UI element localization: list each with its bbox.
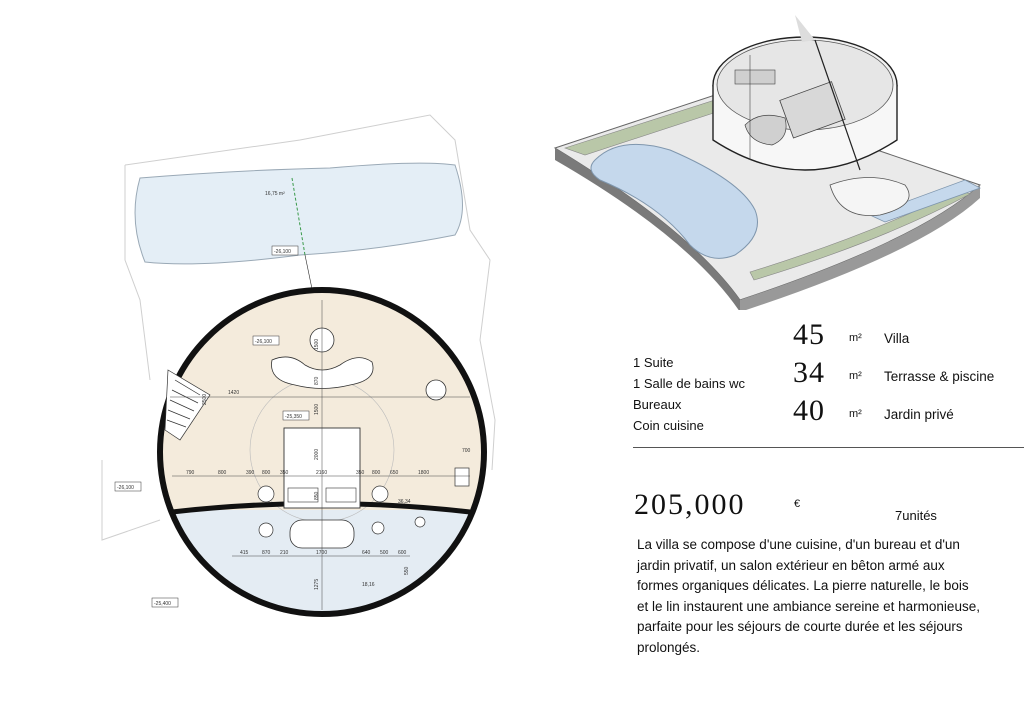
dim-low-5: 640 <box>362 550 371 556</box>
dim-mid-10: 1800 <box>418 470 430 476</box>
dim-mid-6: 2160 <box>316 470 328 476</box>
level-upper: -26,100 <box>255 339 272 345</box>
dim-side-2: 700 <box>462 448 471 454</box>
dim-mid-3: 390 <box>246 470 255 476</box>
area-upper: 36,34 <box>398 499 411 505</box>
level-left: -26,100 <box>117 485 134 491</box>
dim-mid-4: 800 <box>262 470 271 476</box>
area-label: Villa <box>884 331 910 346</box>
dim-vertical-4: 2000 <box>314 448 320 460</box>
dims-low-row <box>240 550 407 556</box>
feature-item: 1 Suite <box>633 355 674 370</box>
dim-vertical-5: 850 <box>314 491 320 500</box>
area-value: 45 <box>793 318 825 351</box>
area-unit: m² <box>849 408 862 420</box>
dim-low-4: 1700 <box>316 550 328 556</box>
pool <box>135 163 462 264</box>
level-suite: -25,350 <box>285 414 302 420</box>
dim-low-6: 500 <box>380 550 389 556</box>
isometric-render <box>540 10 1020 310</box>
area-value: 34 <box>793 356 825 389</box>
feature-item: Coin cuisine <box>633 418 704 433</box>
dim-low-7: 600 <box>398 550 407 556</box>
currency-symbol: € <box>794 498 801 510</box>
dim-mid-1: 790 <box>186 470 195 476</box>
dim-vertical-3: 1500 <box>314 403 320 415</box>
pool-area-label: 16,75 m² <box>265 191 285 197</box>
dim-top-1: 1420 <box>228 390 240 396</box>
area-lower: 18,16 <box>362 582 375 588</box>
dim-mid-5: 350 <box>280 470 289 476</box>
dim-mid-2: 800 <box>218 470 227 476</box>
feature-item: 1 Salle de bains wc <box>633 376 746 391</box>
description: La villa se compose d'une cuisine, d'un bureau et d'un jardin privatif, un salon extérieur en bêton armé aux formes organiques délicates. La pierre naturelle, le bois et le lin instaurent une ambiance sereine et harmonieuse, parfaite pour les séjours de courte durée et les séjours prolongés. <box>637 537 980 655</box>
units-count: 7unités <box>895 508 937 523</box>
dim-mid-9: 650 <box>390 470 399 476</box>
section-divider <box>633 447 1024 448</box>
dim-side-3: 550 <box>404 566 410 575</box>
dim-low-1: 415 <box>240 550 249 556</box>
dim-vertical-2: 870 <box>314 376 320 385</box>
price: 205,000 <box>634 488 746 521</box>
dim-mid-7: 350 <box>356 470 365 476</box>
dim-mid-8: 800 <box>372 470 381 476</box>
area-unit: m² <box>849 332 862 344</box>
area-label: Terrasse & piscine <box>884 369 995 384</box>
feature-list <box>633 352 745 436</box>
level-bottom: -25,400 <box>154 601 171 607</box>
dim-vertical-6: 1275 <box>314 578 320 590</box>
feature-item: Bureaux <box>633 397 682 412</box>
dim-low-3: 210 <box>280 550 289 556</box>
level-pool: -26,100 <box>274 249 291 255</box>
dim-low-2: 870 <box>262 550 271 556</box>
area-value: 40 <box>793 394 825 427</box>
dim-vertical-1: 1500 <box>314 338 320 350</box>
area-unit: m² <box>849 370 862 382</box>
dim-side-1: 2500 <box>202 393 208 405</box>
area-label: Jardin privé <box>884 407 954 422</box>
